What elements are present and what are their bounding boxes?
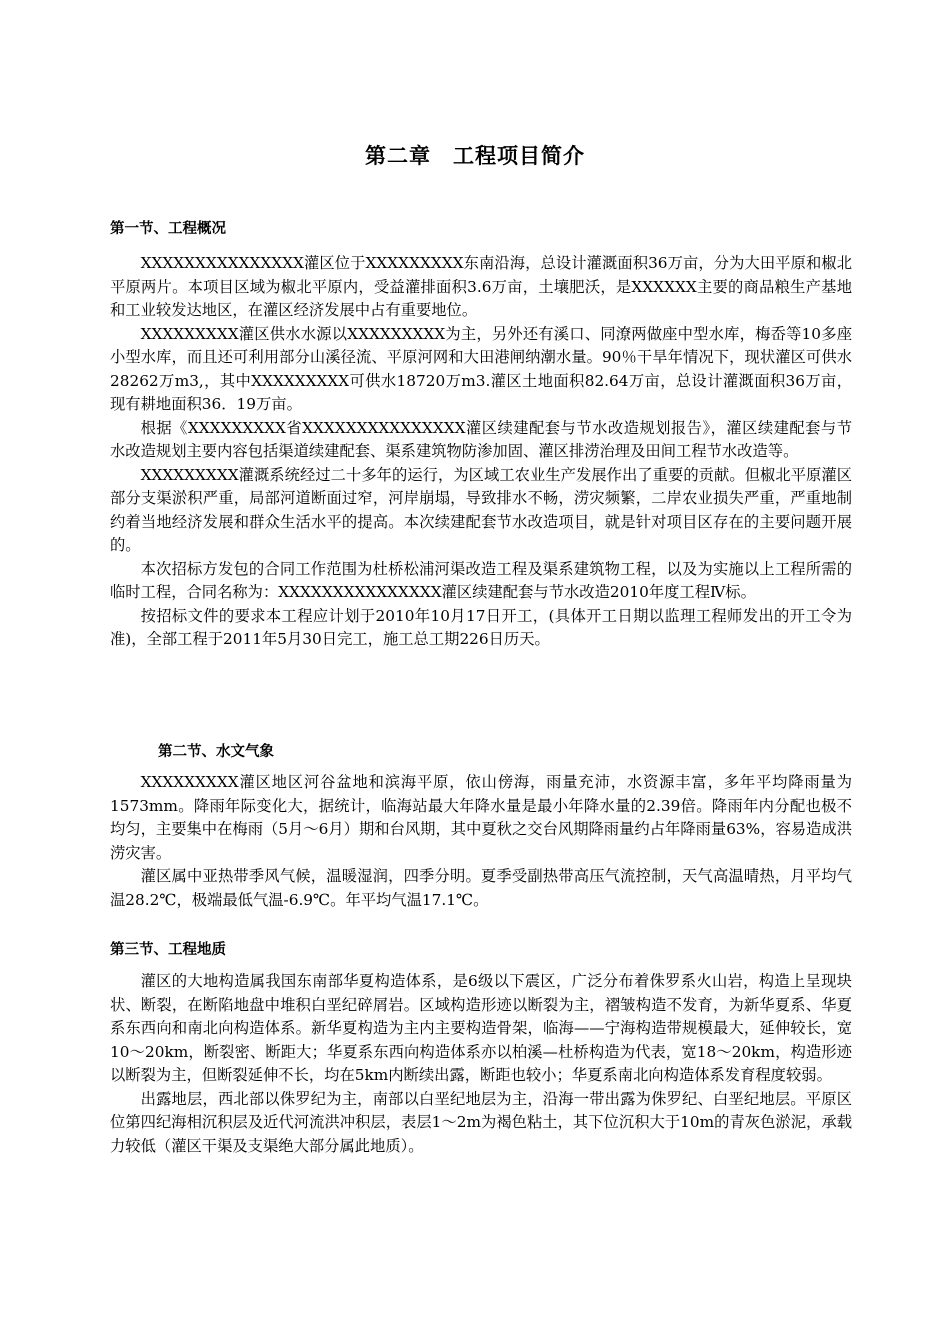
section-body-overview [110, 252, 852, 652]
paragraph: 灌区属中亚热带季风气候，温暖湿润，四季分明。夏季受副热带高压气流控制，天气高温晴热，月平均气温28.2℃，极端最低气温-6.9℃。年平均气温17.1℃。 [110, 867, 852, 909]
paragraph: 灌区的大地构造属我国东南部华夏构造体系，是6级以下震区，广泛分布着侏罗系火山岩，构造上呈现块状、断裂，在断陷地盘中堆积白垩纪碎屑岩。区域构造形迹以断裂为主，褶皱构造不发育，为新华夏系、华夏系东西向和南北向构造体系。新华夏构造为主内主要构造骨架，临海——宁海构造带规模最大，延伸较长，宽10～20km，断裂密、断距大；华夏系东西向构造体系亦以柏溪—杜桥构造为代表，宽18～20km，构造形迹以断裂为主，但断裂延伸不长，均在5km内断续出露，断距也较小；华夏系南北向构造体系发育程度较弱。 [110, 972, 852, 1084]
section-heading-hydrology: 第二节、水文气象 [158, 744, 274, 760]
chapter-title: 第二章 工程项目简介 [365, 144, 585, 168]
paragraph: XXXXXXXXX灌区地区河谷盆地和滨海平原，依山傍海，雨量充沛，水资源丰富，多年平均降雨量为1573mm。降雨年际变化大，据统计，临海站最大年降水量是最小年降水量的2.39倍。降雨年内分配也极不均匀，主要集中在梅雨（5月～6月）期和台风期，其中夏秋之交台风期降雨量约占年降雨量63%，容易造成洪涝灾害。 [110, 773, 852, 862]
paragraph: 出露地层，西北部以侏罗纪为主，南部以白垩纪地层为主，沿海一带出露为侏罗纪、白垩纪地层。平原区位第四纪海相沉积层及近代河流洪冲积层，表层1～2m为褐色粘土，其下位沉积大于10m的青灰色淤泥，承载力较低（灌区干渠及支渠绝大部分属此地质）。 [110, 1089, 852, 1155]
section-body-hydrology [110, 771, 852, 912]
paragraph: XXXXXXXXXXXXXXX灌区位于XXXXXXXXX东南沿海，总设计灌溉面积36万亩，分为大田平原和椒北平原两片。本项目区域为椒北平原内，受益灌排面积3.6万亩，土壤肥沃，是XXXXXX主要的商品粮生产基地和工业较发达地区，在灌区经济发展中占有重要地位。 [110, 254, 852, 319]
paragraph: XXXXXXXXX灌区供水水源以XXXXXXXXX为主，另外还有溪口、同潦两做座中型水库，梅岙等10多座小型水库，而且还可利用部分山溪径流、平原河网和大田港闸纳潮水量。90％干旱年情况下，现状灌区可供水28262万m3,，其中XXXXXXXXX可供水18720万m3.灌区土地面积82.64万亩，总设计灌溉面积36万亩，现有耕地面积36．19万亩。 [110, 324, 852, 413]
section-body-geology [110, 970, 852, 1158]
paragraph: 根据《XXXXXXXXX省XXXXXXXXXXXXXXX灌区续建配套与节水改造规划报告》，灌区续建配套与节水改造规划主要内容包括渠道续建配套、渠系建筑物防渗加固、灌区排涝治理及田间工程节水改造等。 [110, 418, 852, 460]
paragraph: XXXXXXXXX灌溉系统经过二十多年的运行，为区域工农业生产发展作出了重要的贡献。但椒北平原灌区部分支渠淤积严重，局部河道断面过窄，河岸崩塌，导致排水不畅，涝灾频繁，二岸农业损失严重，严重地制约着当地经济发展和群众生活水平的提高。本次续建配套节水改造项目，就是针对项目区存在的主要问题开展的。 [110, 465, 852, 554]
section-heading-overview: 第一节、工程概况 [110, 221, 226, 237]
paragraph: 按招标文件的要求本工程应计划于2010年10月17日开工，(具体开工日期以监理工程师发出的开工令为准)，全部工程于2011年5月30日完工，施工总工期226日历天。 [110, 606, 852, 648]
section-heading-geology: 第三节、工程地质 [110, 942, 226, 958]
paragraph: 本次招标方发包的合同工作范围为杜桥松浦河渠改造工程及渠系建筑物工程，以及为实施以上工程所需的临时工程，合同名称为：XXXXXXXXXXXXXXX灌区续建配套与节水改造2010年度工程Ⅳ标。 [110, 559, 852, 601]
